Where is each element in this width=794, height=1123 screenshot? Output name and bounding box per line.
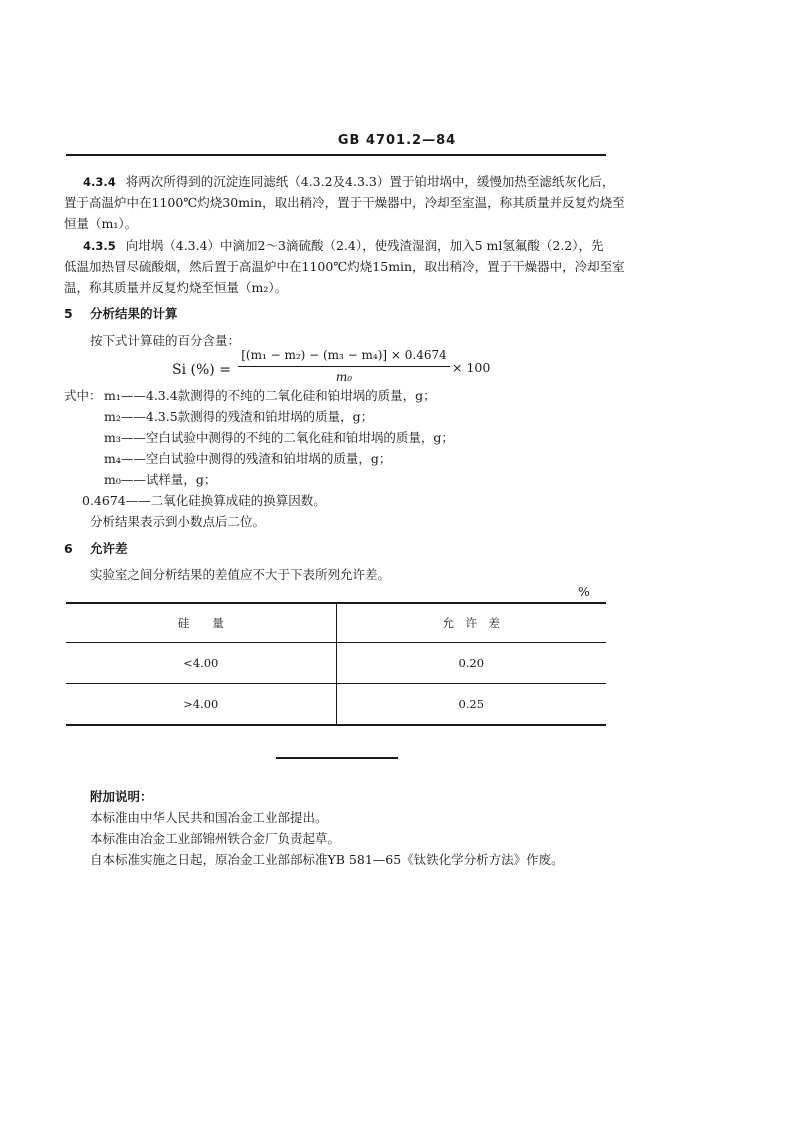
end-rule [276, 757, 398, 759]
fraction-bar [238, 366, 450, 367]
table-cell: <4.00 [66, 643, 336, 684]
section-number: 5 [64, 306, 73, 321]
section-6-heading [64, 539, 128, 559]
clause-text: 温，称其质量并反复灼烧至恒量（m₂）。 [64, 280, 288, 295]
clause-number: 4.3.4 [83, 175, 116, 189]
appendix-title: 附加说明： [90, 789, 153, 804]
section-title: 允许差 [90, 541, 128, 556]
formula-denominator: m₀ [335, 370, 353, 384]
where-label: 式中： [64, 388, 102, 403]
section-number: 6 [64, 541, 73, 556]
table-header-row [66, 603, 606, 643]
section-5-heading [64, 304, 178, 324]
table-header-cell: 硅 量 [66, 603, 336, 643]
formula-numerator: [(m₁ − m₂) − (m₃ − m₄)] × 0.4674 [241, 348, 447, 362]
table-unit: % [578, 584, 590, 599]
standard-code-header: GB 4701.2—84 [337, 133, 457, 148]
tolerance-table [66, 602, 606, 726]
clause-number: 4.3.5 [83, 239, 116, 253]
clause-text: 置于高温炉中在1100℃灼烧30min，取出稍冷，置于干燥器中，冷却至室温，称其质量并反复灼烧至 [64, 195, 625, 210]
variable-definition: m₀——试样量，g； [104, 472, 217, 487]
table-row [66, 643, 606, 684]
precision-note: 分析结果表示到小数点后二位。 [90, 514, 266, 529]
clause-text: 向坩埚（4.3.4）中滴加2～3滴硫酸（2.4），使残渣湿润，加入5 ml氢氟酸（2.2），先 [125, 238, 604, 253]
factor-note: 0.4674——二氧化硅换算成硅的换算因数。 [82, 493, 326, 508]
header-rule [66, 154, 606, 156]
table-cell: >4.00 [66, 684, 336, 726]
clause-text: 将两次所得到的沉淀连同滤纸（4.3.2及4.3.3）置于铂坩埚中，缓慢加热至滤纸灰化后， [125, 174, 615, 189]
formula-factor: × 100 [452, 360, 491, 375]
table-cell: 0.20 [336, 643, 606, 684]
variable-definition: m₃——空白试验中测得的不纯的二氧化硅和铂坩埚的质量，g； [104, 430, 454, 445]
section-6-intro: 实验室之间分析结果的差值应不大于下表所列允许差。 [90, 567, 391, 582]
clause-4-3-4 [83, 172, 614, 192]
clause-text: 恒量（m₁）。 [64, 216, 138, 231]
table-header-cell: 允 许 差 [336, 603, 606, 643]
section-title: 分析结果的计算 [90, 306, 178, 321]
variable-definition: m₁——4.3.4款测得的不纯的二氧化硅和铂坩埚的质量，g； [104, 388, 436, 403]
appendix-line: 本标准由中华人民共和国冶金工业部提出。 [90, 810, 328, 825]
appendix-line: 自本标准实施之日起，原冶金工业部部标准YB 581—65《钛铁化学分析方法》作废。 [90, 852, 564, 867]
clause-4-3-5 [83, 236, 604, 256]
clause-text: 低温加热冒尽硫酸烟，然后置于高温炉中在1100℃灼烧15min，取出稍冷，置于干燥器中，冷却至室 [64, 259, 625, 274]
section-5-intro: 按下式计算硅的百分含量： [90, 333, 241, 348]
variable-definition: m₂——4.3.5款测得的残渣和铂坩埚的质量，g； [104, 409, 374, 424]
formula-lhs: Si (%) = [172, 362, 231, 378]
table-cell: 0.25 [336, 684, 606, 726]
variable-definition: m₄——空白试验中测得的残渣和铂坩埚的质量，g； [104, 451, 392, 466]
appendix-line: 本标准由冶金工业部锦州铁合金厂负责起草。 [90, 831, 341, 846]
table-row [66, 684, 606, 726]
